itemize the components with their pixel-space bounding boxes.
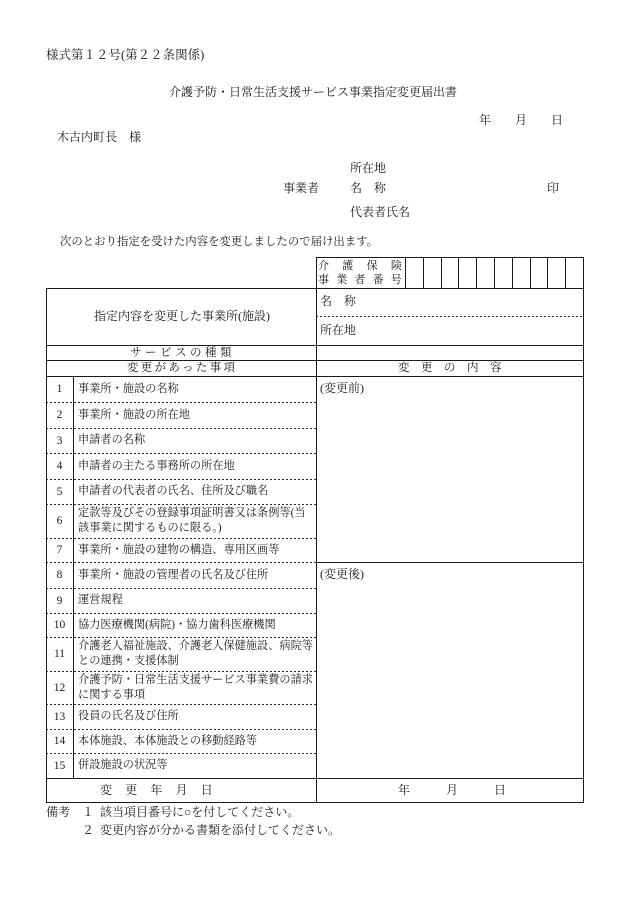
item-text [78,613,320,637]
representative-label: 代表者氏名 [350,205,411,219]
change-content-header: 変 更 の 内 容 [398,362,502,374]
item-text-line: との連携・支援体制 [78,655,179,667]
item-number: 15 [53,759,66,772]
office-name-label: 名 称 [320,294,357,308]
item-number: 13 [53,710,66,723]
item-text [78,376,320,402]
item-text-line: 定款等及びその登録事項証明書又は条例等(当 [78,507,306,519]
item-text [78,588,320,613]
insurance-number-label-line2: 事業者番号 [318,274,409,286]
item-text-line: 申請者の主たる事務所の所在地 [78,459,235,472]
item-text-line: 介護老人福祉施設、介護老人保健施設、病院等 [78,640,313,652]
item-text [78,538,320,562]
change-item-row [46,538,316,562]
change-date-label: 変 更 年 月 日 [100,783,214,797]
change-date-value: 年 月 日 [398,783,507,797]
item-text-line: 協力医療機関(病院)・協力歯科医療機関 [78,618,276,631]
change-item-row [46,376,316,402]
item-text [78,704,320,729]
change-item-row [46,613,316,637]
item-number: 3 [56,434,63,447]
statement: 次のとおり指定を受けた内容を変更しましたので届け出ます。 [60,236,379,248]
change-after-area [317,563,583,778]
applicant-label: 事業者 [283,181,320,195]
insurance-number-label-line1: 介護保険 [318,260,416,272]
insurance-number-digit-cell [458,258,476,288]
item-text [78,504,320,538]
change-before-label: (変更前) [320,381,364,395]
change-item-row [46,453,316,479]
item-text-line: 運営規程 [78,594,123,606]
changed-items-header: 変更があった事項 [127,362,238,374]
insurance-number-digit-cell [512,258,530,288]
item-number: 7 [56,544,63,556]
item-text-line: 役員の氏名及び住所 [78,710,179,722]
change-before-area [317,377,583,562]
office-label: 指定内容を変更した事業所(施設) [94,309,270,323]
change-item-row [46,504,316,538]
item-text-line: 併設施設の状況等 [78,759,168,771]
item-text [78,729,320,753]
form-number: 様式第１２号(第２２条関係) [46,48,205,62]
change-item-row [46,479,316,504]
addressee: 木古内町長 様 [57,130,142,144]
item-text-line: 申請者の名称 [78,434,146,446]
item-number: 5 [56,485,63,498]
change-item-row [46,729,316,753]
applicant-name-label: 名 称 [350,181,387,195]
item-text-line: に関する事項 [78,688,146,701]
item-text-line: 申請者の代表者の氏名、住所及び職名 [78,485,269,497]
change-items-list [46,376,316,778]
page-title: 介護予防・日常生活支援サービス事業指定変更届出書 [169,85,458,99]
item-number: 12 [53,681,66,694]
item-text [78,671,320,704]
item-text [78,402,320,428]
note-text: 変更内容が分かる書類を添付してください。 [100,823,341,837]
item-number: 9 [56,594,63,607]
change-item-row [46,753,316,778]
change-item-row [46,402,316,428]
applicant-address-label: 所在地 [350,161,387,175]
item-number: 6 [56,515,63,527]
note-text: 該当項目番号に○を付してください。 [100,805,300,819]
insurance-number-digit-cell [565,258,583,288]
change-item-row [46,588,316,613]
item-text [78,753,320,778]
item-text-line: 該事業に関するものに限る。) [78,522,222,534]
item-text [78,453,320,479]
item-text [78,637,320,671]
item-number: 1 [56,383,63,395]
item-number: 8 [56,569,63,581]
insurance-number-digit-cell [405,258,423,288]
item-text [78,562,320,588]
insurance-number-digit-cell [494,258,512,288]
service-type-label: サービスの種類 [130,347,235,359]
insurance-number-digit-cells [405,258,583,288]
item-number: 10 [53,619,66,631]
change-item-row [46,637,316,671]
item-number: 11 [53,648,66,660]
insurance-number-digit-cell [547,258,565,288]
change-item-row [46,704,316,729]
item-number: 14 [53,735,66,747]
item-text-line: 事業所・施設の建物の構造、専用区画等 [78,543,280,556]
office-address-label: 所在地 [320,323,357,337]
item-number: 4 [56,460,63,472]
insurance-number-digit-cell [423,258,441,288]
note-number: ２ [82,823,95,837]
insurance-number-digit-cell [530,258,548,288]
change-after-label: (変更後) [320,567,364,581]
item-text [78,428,320,453]
item-number: 2 [56,409,63,421]
note-number: １ [82,805,95,819]
item-text-line: 事業所・施設の名称 [78,382,179,395]
notes-label: 備考 [46,805,71,819]
change-item-row [46,562,316,588]
item-text-line: 事業所・施設の管理者の氏名及び住所 [78,568,269,581]
change-item-row [46,671,316,704]
item-text [78,479,320,504]
item-text-line: 事業所・施設の所在地 [78,408,190,421]
insurance-number-digit-cell [476,258,494,288]
item-text-line: 本体施設、本体施設との移動経路等 [78,734,258,747]
change-item-row [46,428,316,453]
seal-label: 印 [547,181,560,195]
insurance-number-digit-cell [441,258,459,288]
item-text-line: 介護予防・日常生活支援サービス事業費の請求 [78,673,313,686]
submission-date: 年 月 日 [479,113,564,127]
